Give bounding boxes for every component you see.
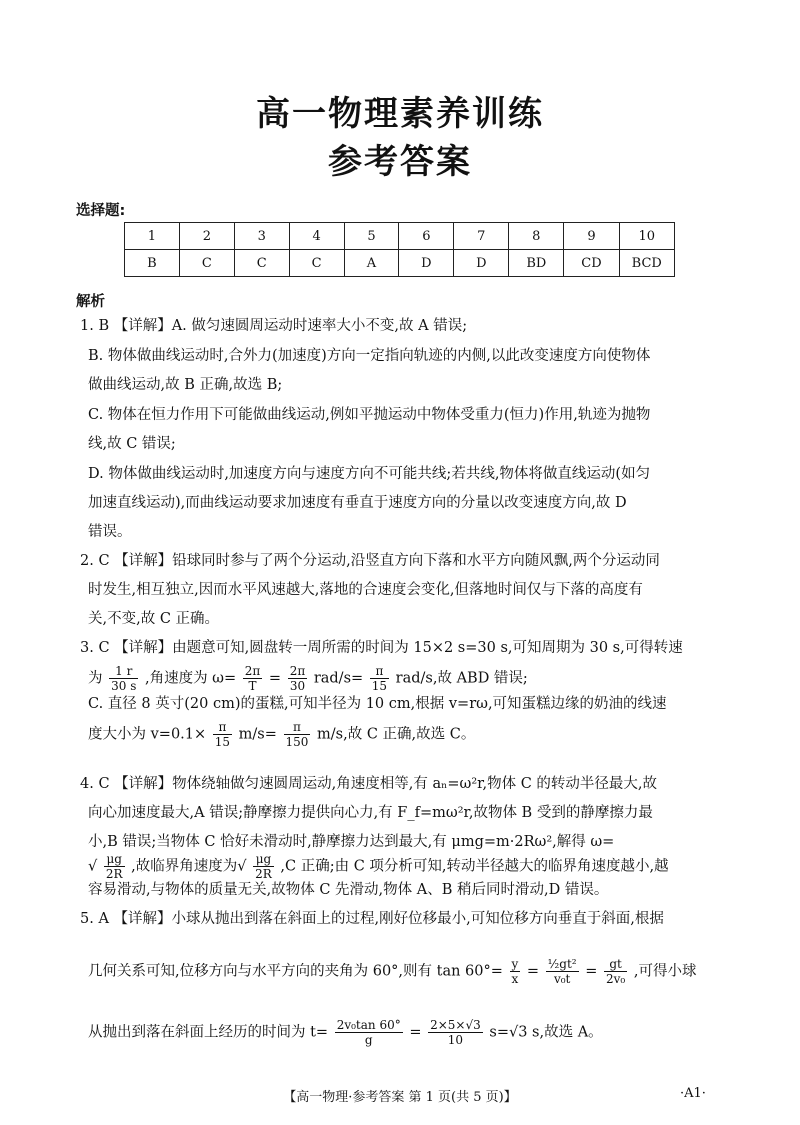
analysis-label: 解析 xyxy=(76,294,105,310)
q3-line: 3. C 【详解】由题意可知,圆盘转一周所需的时间为 15×2 s=30 s,可知周期为 30 s,可得转速 xyxy=(80,640,683,656)
table-cell: 3 xyxy=(234,223,289,250)
fraction-denominator: 15 xyxy=(214,735,231,749)
fraction xyxy=(253,852,274,881)
fraction-numerator: 2π xyxy=(289,664,306,678)
fraction xyxy=(213,720,232,749)
text: 度大小为 v=0.1× xyxy=(88,726,207,743)
table-cell: 5 xyxy=(344,223,399,250)
choice-label: 选择题: xyxy=(76,203,126,219)
fraction xyxy=(243,664,263,693)
fraction-numerator: gt xyxy=(604,957,627,972)
table-cell: 9 xyxy=(564,223,619,250)
fraction-numerator: 2π xyxy=(244,664,261,678)
page-footer: 【高一物理·参考答案 第 1 页(共 5 页)】 xyxy=(283,1090,517,1105)
text: = xyxy=(585,963,598,980)
q1-line: 线,故 C 错误; xyxy=(88,436,176,452)
q4-line: 小,B 错误;当物体 C 恰好未滑动时,静摩擦力达到最大,有 μmg=m·2Rω²,解得 ω= xyxy=(88,834,615,850)
fraction-denominator: v₀t xyxy=(553,972,571,986)
fraction-denominator: T xyxy=(248,679,257,693)
table-cell: 4 xyxy=(289,223,344,250)
title-line-2: 参考答案 xyxy=(328,142,472,182)
fraction xyxy=(428,1018,483,1047)
fraction-numerator: ½gt² xyxy=(547,957,577,971)
text: ,可得小球 xyxy=(633,963,697,980)
table-cell: C xyxy=(289,250,344,277)
q1-line: C. 物体在恒力作用下可能做曲线运动,例如平抛运动中物体受重力(恒力)作用,轨迹为抛物 xyxy=(88,407,651,423)
fraction-denominator: 2R xyxy=(105,867,123,881)
text: 为 xyxy=(88,670,103,687)
q5-line xyxy=(88,957,696,986)
fraction-denominator: g xyxy=(364,1033,373,1047)
text: m/s= xyxy=(238,726,277,743)
fraction xyxy=(370,664,389,693)
fraction-numerator: μg xyxy=(253,852,274,867)
fraction-numerator: π xyxy=(213,720,232,735)
text: ,C 正确;由 C 项分析可知,转动半径越大的临界角速度越小,越 xyxy=(280,858,669,875)
q4-line: 4. C 【详解】物体绕轴做匀速圆周运动,角速度相等,有 aₙ=ω²r,物体 C 的转动半径最大,故 xyxy=(80,776,658,792)
fraction-denominator: 2R xyxy=(255,867,272,881)
text: 从抛出到落在斜面上经历的时间为 t= xyxy=(88,1024,329,1041)
table-cell: 7 xyxy=(454,223,509,250)
fraction xyxy=(109,664,138,693)
q5-line xyxy=(88,1018,603,1047)
text: m/s,故 C 正确,故选 C。 xyxy=(317,726,476,743)
text: rad/s= xyxy=(313,670,364,687)
q3-line xyxy=(88,720,475,749)
page-id: ·A1· xyxy=(680,1086,706,1101)
fraction-denominator: 150 xyxy=(285,735,309,749)
fraction xyxy=(546,957,579,986)
text: s=√3 s,故选 A。 xyxy=(489,1024,603,1041)
fraction xyxy=(284,720,311,749)
table-cell: 6 xyxy=(399,223,454,250)
text: 几何关系可知,位移方向与水平方向的夹角为 60°,则有 tan 60°= xyxy=(88,963,503,980)
q2-line: 关,不变,故 C 正确。 xyxy=(88,611,220,627)
q1-line: 做曲线运动,故 B 正确,故选 B; xyxy=(88,377,283,393)
q4-line: 向心加速度最大,A 错误;静摩擦力提供向心力,有 F_f=mω²r,故物体 B 受到的静摩擦力最 xyxy=(88,805,653,821)
fraction-denominator: 10 xyxy=(447,1033,464,1047)
fraction-numerator: 2v₀tan 60° xyxy=(336,1018,401,1032)
q1-line: 错误。 xyxy=(88,524,132,540)
table-cell: B xyxy=(125,250,180,277)
fraction xyxy=(604,957,627,986)
q1-line: D. 物体做曲线运动时,加速度方向与速度方向不可能共线;若共线,物体将做直线运动(如匀 xyxy=(88,466,651,482)
title-line-1: 高一物理素养训练 xyxy=(256,94,544,134)
table-cell: C xyxy=(179,250,234,277)
fraction xyxy=(510,957,521,986)
q4-line: 容易滑动,与物体的质量无关,故物体 C 先滑动,物体 A、B 稍后同时滑动,D 错误。 xyxy=(88,882,609,898)
fraction xyxy=(104,852,125,881)
q1-line: 1. B 【详解】A. 做匀速圆周运动时速率大小不变,故 A 错误; xyxy=(80,318,468,334)
text: = xyxy=(409,1024,422,1041)
q4-line xyxy=(88,852,669,881)
table-cell: 10 xyxy=(619,223,674,250)
fraction-numerator: π xyxy=(370,664,389,679)
q5-line: 5. A 【详解】小球从抛出到落在斜面上的过程,刚好位移最小,可知位移方向垂直于斜面,根据 xyxy=(80,911,664,927)
fraction-denominator: 30 s xyxy=(111,679,137,693)
fraction-denominator: 30 xyxy=(289,679,306,693)
q1-line: B. 物体做曲线运动时,合外力(加速度)方向一定指向轨迹的内侧,以此改变速度方向使物体 xyxy=(88,348,651,364)
table-cell: BD xyxy=(509,250,564,277)
fraction-denominator: x xyxy=(511,972,519,986)
text: = xyxy=(268,670,282,687)
text: = xyxy=(526,963,540,980)
fraction-numerator: y xyxy=(511,957,519,971)
table-cell: C xyxy=(234,250,289,277)
fraction-denominator: 15 xyxy=(371,679,388,693)
table-cell: BCD xyxy=(619,250,674,277)
q3-line: C. 直径 8 英寸(20 cm)的蛋糕,可知半径为 10 cm,根据 v=rω,可知蛋糕边缘的奶油的线速 xyxy=(88,696,667,712)
table-cell: D xyxy=(454,250,509,277)
q3-line xyxy=(88,664,528,693)
fraction-numerator: π xyxy=(284,720,311,735)
fraction xyxy=(335,1018,403,1047)
table-cell: D xyxy=(399,250,454,277)
table-cell: 8 xyxy=(509,223,564,250)
q1-line: 加速直线运动),而曲线运动要求加速度有垂直于速度方向的分量以改变速度方向,故 D xyxy=(88,495,627,511)
text: rad/s,故 ABD 错误; xyxy=(395,670,528,687)
table-cell: 2 xyxy=(179,223,234,250)
q2-line: 时发生,相互独立,因而水平风速越大,落地的合速度会变化,但落地时间仅与下落的高度有 xyxy=(88,582,643,598)
fraction-numerator: μg xyxy=(104,852,125,867)
sqrt-sign: √ xyxy=(88,858,98,875)
table-cell: 1 xyxy=(125,223,180,250)
fraction-denominator: 2v₀ xyxy=(606,972,626,986)
text: ,角速度为 ω= xyxy=(144,670,237,687)
table-cell: A xyxy=(344,250,399,277)
fraction xyxy=(288,664,308,693)
table-cell: CD xyxy=(564,250,619,277)
fraction-numerator: 2×5×√3 xyxy=(430,1018,481,1032)
fraction-numerator: 1 r xyxy=(109,664,138,679)
text: ,故临界角速度为√ xyxy=(131,858,247,875)
q2-line: 2. C 【详解】铅球同时参与了两个分运动,沿竖直方向下落和水平方向随风飘,两个分运动同 xyxy=(80,553,660,569)
